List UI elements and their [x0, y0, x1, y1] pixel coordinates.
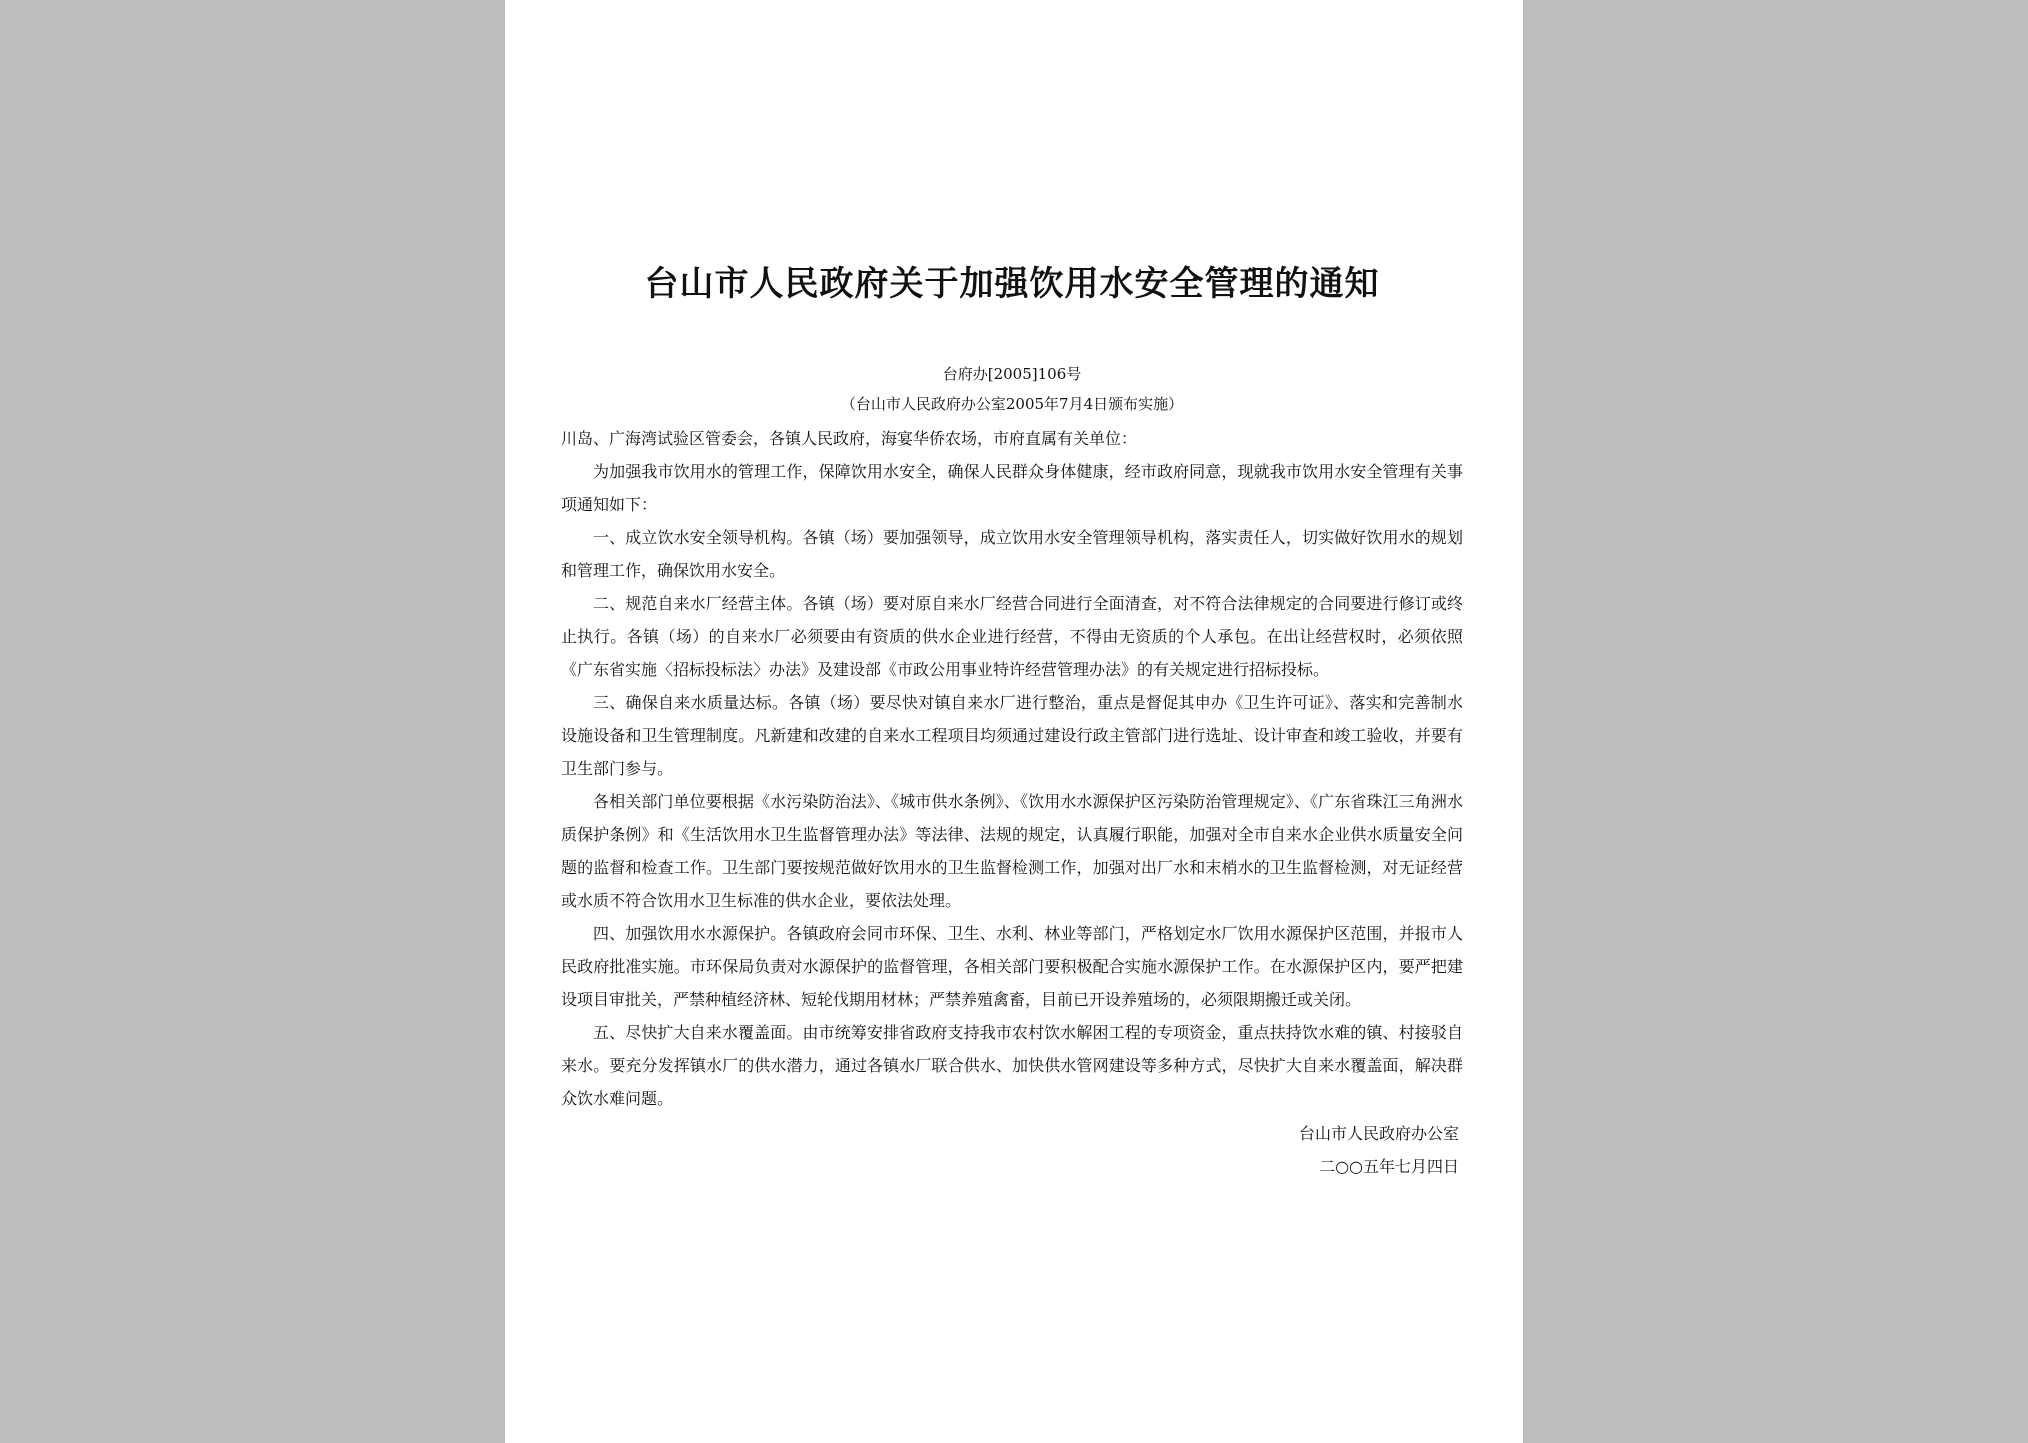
- paragraph-item-4: 四、加强饮用水水源保护。各镇政府会同市环保、卫生、水利、林业等部门，严格划定水厂饮用水源保护区范围，并报市人民政府批准实施。市环保局负责对水源保护的监督管理，各相关部门要积极配合实施水源保护工作。在水源保护区内，要严把建设项目审批关，严禁种植经济林、短轮伐期用材林；严禁养殖禽畜，目前已开设养殖场的，必须限期搬迁或关闭。: [561, 924, 1463, 1009]
- document-number: 台府办[2005]106号: [942, 365, 1082, 383]
- paragraph-intro: 为加强我市饮用水的管理工作，保障饮用水安全，确保人民群众身体健康，经市政府同意，现就我市饮用水安全管理有关事项通知如下：: [561, 462, 1463, 514]
- paragraph-item-2: 二、规范自来水厂经营主体。各镇（场）要对原自来水厂经营合同进行全面清查，对不符合法律规定的合同要进行修订或终止执行。各镇（场）的自来水厂必须要由有资质的供水企业进行经营，不得由无资质的个人承包。在出让经营权时，必须依照《广东省实施〈招标投标法〉办法》及建设部《市政公用事业特许经营管理办法》的有关规定进行招标投标。: [561, 594, 1463, 679]
- paragraph-item-1: 一、成立饮水安全领导机构。各镇（场）要加强领导，成立饮用水安全管理领导机构，落实责任人，切实做好饮用水的规划和管理工作，确保饮用水安全。: [561, 528, 1463, 580]
- document-addressee: 川岛、广海湾试验区管委会，各镇人民政府，海宴华侨农场，市府直属有关单位：: [561, 429, 1138, 448]
- document-title: 台山市人民政府关于加强饮用水安全管理的通知: [644, 264, 1380, 304]
- document-page: [505, 0, 1523, 1443]
- signature-organization: 台山市人民政府办公室: [1298, 1124, 1459, 1143]
- paragraph-item-5: 五、尽快扩大自来水覆盖面。由市统筹安排省政府支持我市农村饮水解困工程的专项资金，重点扶持饮水难的镇、村接驳自来水。要充分发挥镇水厂的供水潜力，通过各镇水厂联合供水、加快供水管网建设等多种方式，尽快扩大自来水覆盖面，解决群众饮水难问题。: [561, 1023, 1463, 1108]
- paragraph-item-3: 三、确保自来水质量达标。各镇（场）要尽快对镇自来水厂进行整治，重点是督促其申办《卫生许可证》、落实和完善制水设施设备和卫生管理制度。凡新建和改建的自来水工程项目均须通过建设行政主管部门进行选址、设计审查和竣工验收，并要有卫生部门参与。: [561, 693, 1463, 778]
- signature-date: 二○○五年七月四日: [1319, 1157, 1459, 1176]
- paragraph-item-3-supplement: 各相关部门单位要根据《水污染防治法》、《城市供水条例》、《饮用水水源保护区污染防治管理规定》、《广东省珠江三角洲水质保护条例》和《生活饮用水卫生监督管理办法》等法律、法规的规定，认真履行职能，加强对全市自来水企业供水质量安全问题的监督和检查工作。卫生部门要按规范做好饮用水的卫生监督检测工作，加强对出厂水和末梢水的卫生监督检测，对无证经营或水质不符合饮用水卫生标准的供水企业，要依法处理。: [561, 792, 1463, 910]
- document-issue-note: （台山市人民政府办公室2005年7月4日颁布实施）: [840, 395, 1184, 413]
